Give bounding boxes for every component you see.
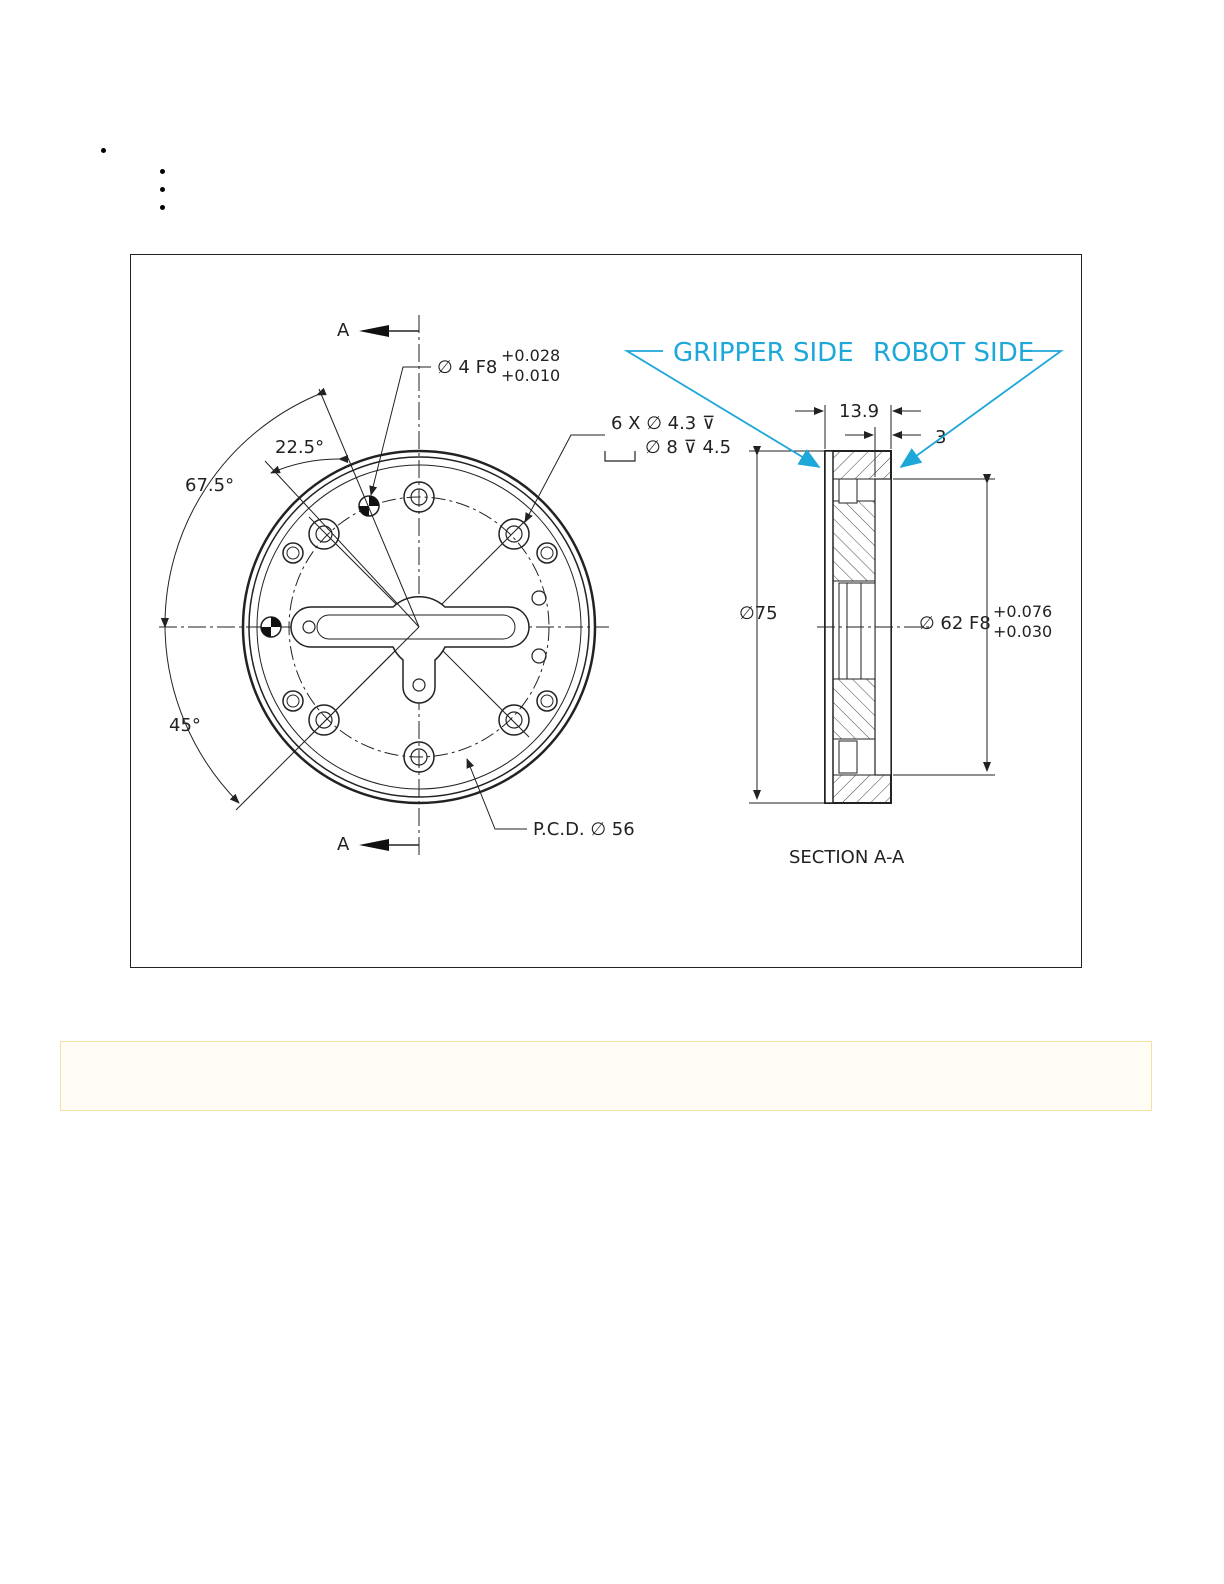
- robot-side-callout: [901, 351, 1061, 467]
- section-arrow-top: [359, 325, 389, 337]
- dia-62-tol-upper: +0.076: [993, 602, 1053, 621]
- pin-hole-label: ∅ 4 F8: [437, 357, 498, 378]
- section-mark-top: A: [337, 320, 350, 341]
- dia-62-label: ∅ 62 F8: [919, 613, 991, 634]
- sub-bullet-marker: [160, 187, 165, 192]
- counterbore-symbol: [605, 451, 635, 461]
- counterbore-label: ∅ 8 ⊽ 4.5: [645, 437, 732, 458]
- bore-feature: [839, 741, 857, 773]
- pin-hole-tol-upper: +0.028: [501, 346, 561, 365]
- sub-bullet-marker: [160, 169, 165, 174]
- small-hole: [532, 649, 546, 663]
- robot-side-label: ROBOT SIDE: [873, 338, 1035, 368]
- section-title: SECTION A-A: [789, 847, 905, 868]
- technical-drawing-figure: [130, 254, 1082, 968]
- angle-22-label: 22.5°: [275, 437, 325, 458]
- angle-67-label: 67.5°: [185, 475, 235, 496]
- counterbored-hole: [499, 519, 529, 549]
- screw-hole-leader: [525, 435, 605, 522]
- center-keyhole-slot: [291, 597, 529, 703]
- hatch-region: [833, 501, 875, 581]
- small-hole: [283, 691, 303, 711]
- section-view: [749, 405, 995, 803]
- bullet-list: [0, 0, 400, 230]
- drawing-canvas: [131, 255, 1083, 969]
- angle-extension-line: [236, 627, 419, 810]
- section-mark-bottom: A: [337, 834, 350, 855]
- hatch-region: [833, 451, 891, 479]
- note-box: [60, 1041, 1152, 1111]
- dim-13-9-label: 13.9: [839, 401, 880, 422]
- dia-62-tol-lower: +0.030: [993, 622, 1053, 641]
- angle-arc-22: [271, 459, 339, 473]
- screw-holes-label: 6 X ∅ 4.3 ⊽: [611, 413, 716, 434]
- small-hole: [532, 591, 546, 605]
- small-hole: [283, 543, 303, 563]
- counterbored-hole: [309, 519, 339, 549]
- gripper-side-label: GRIPPER SIDE: [673, 338, 854, 368]
- counterbored-hole: [499, 705, 529, 735]
- angle-45-label: 45°: [169, 715, 201, 736]
- sub-bullet-marker: [160, 205, 165, 210]
- small-hole: [537, 543, 557, 563]
- pin-hole-tol-lower: +0.010: [501, 366, 561, 385]
- hatch-region: [833, 775, 891, 803]
- counterbored-hole: [309, 705, 339, 735]
- front-view: [159, 315, 609, 855]
- section-arrow-bottom: [359, 839, 389, 851]
- bore-feature: [839, 479, 857, 503]
- dowel-pin-hole: [261, 617, 281, 637]
- dia-75-label: ∅75: [739, 603, 778, 624]
- bore-feature: [839, 583, 875, 679]
- pin-hole-leader: [371, 367, 431, 495]
- angle-extension-line: [319, 389, 419, 627]
- small-hole: [537, 691, 557, 711]
- hatch-region: [833, 679, 875, 739]
- bullet-marker: [101, 148, 106, 153]
- dim-3-label: 3: [935, 427, 947, 448]
- pcd-label: P.C.D. ∅ 56: [533, 819, 635, 840]
- dowel-pin-hole: [359, 496, 379, 516]
